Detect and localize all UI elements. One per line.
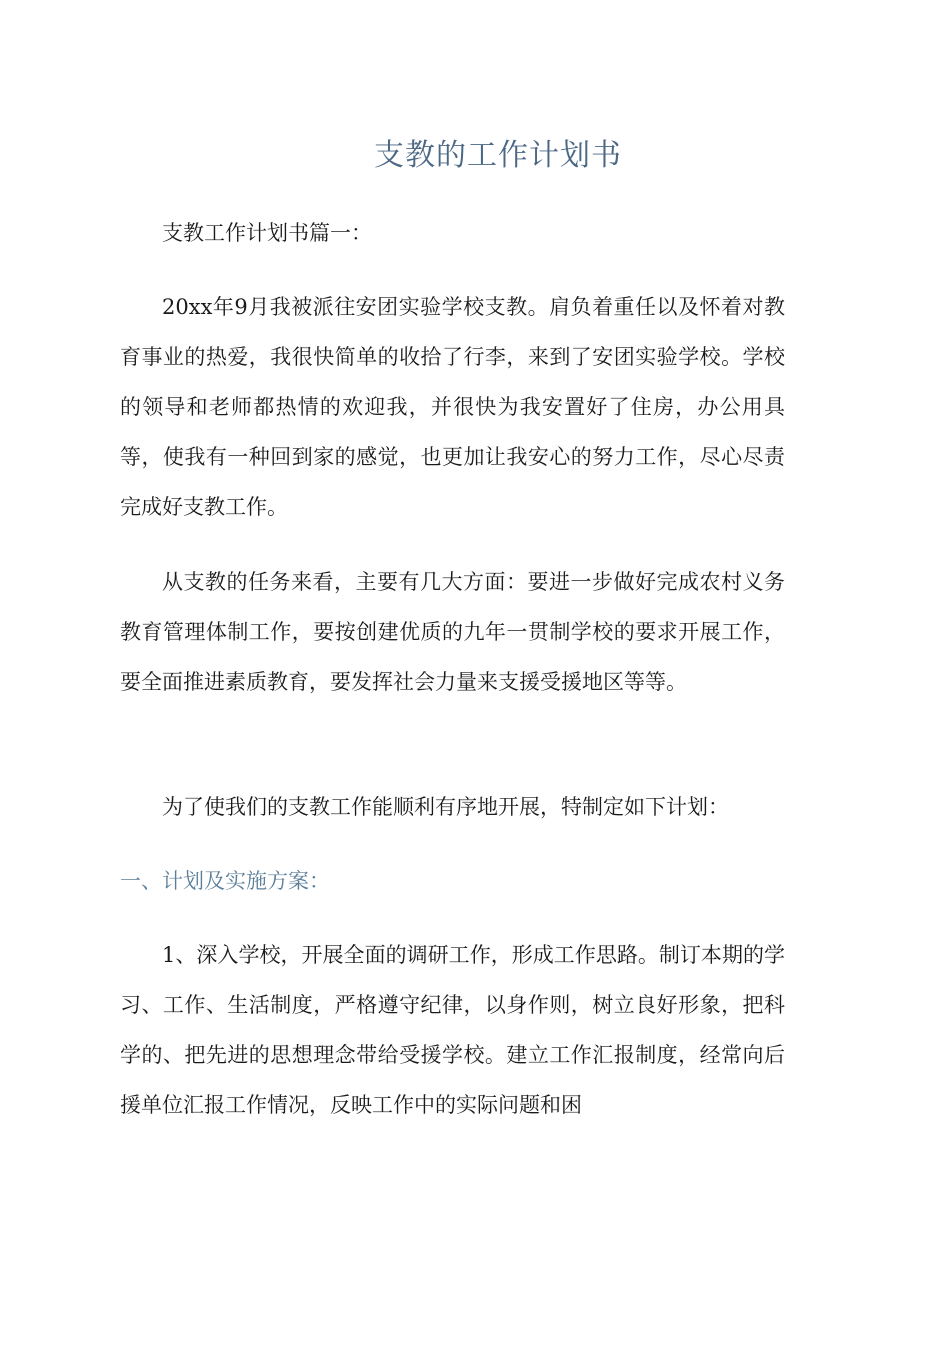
section-heading: 一、计划及实施方案： bbox=[120, 869, 330, 893]
paragraph-1: 20xx年9月我被派往安团实验学校支教。肩负着重任以及怀着对教育事业的热爱，我很快简单的收拾了行李，来到了安团实验学校。学校的领导和老师都热情的欢迎我，并很快为我安置好了住房，办公用具等，使我有一种回到家的感觉，也更加让我安心的努力工作，尽心尽责完成好支教工作。 bbox=[120, 295, 785, 519]
paragraph-2: 从支教的任务来看，主要有几大方面：要进一步做好完成农村义务教育管理体制工作，要按创建优质的九年一贯制学校的要求开展工作，要全面推进素质教育，要发挥社会力量来支援受援地区等等。 bbox=[120, 570, 785, 694]
document-title: 支教的工作计划书 bbox=[374, 138, 622, 173]
section-paragraph-1: 1、深入学校，开展全面的调研工作，形成工作思路。制订本期的学习、工作、生活制度，严格遵守纪律，以身作则，树立良好形象，把科学的、把先进的思想理念带给受援学校。建立工作汇报制度，经常向后援单位汇报工作情况，反映工作中的实际问题和困 bbox=[120, 943, 785, 1117]
paragraph-3: 为了使我们的支教工作能顺利有序地开展，特制定如下计划： bbox=[162, 795, 729, 819]
subtitle: 支教工作计划书篇一： bbox=[162, 221, 372, 245]
